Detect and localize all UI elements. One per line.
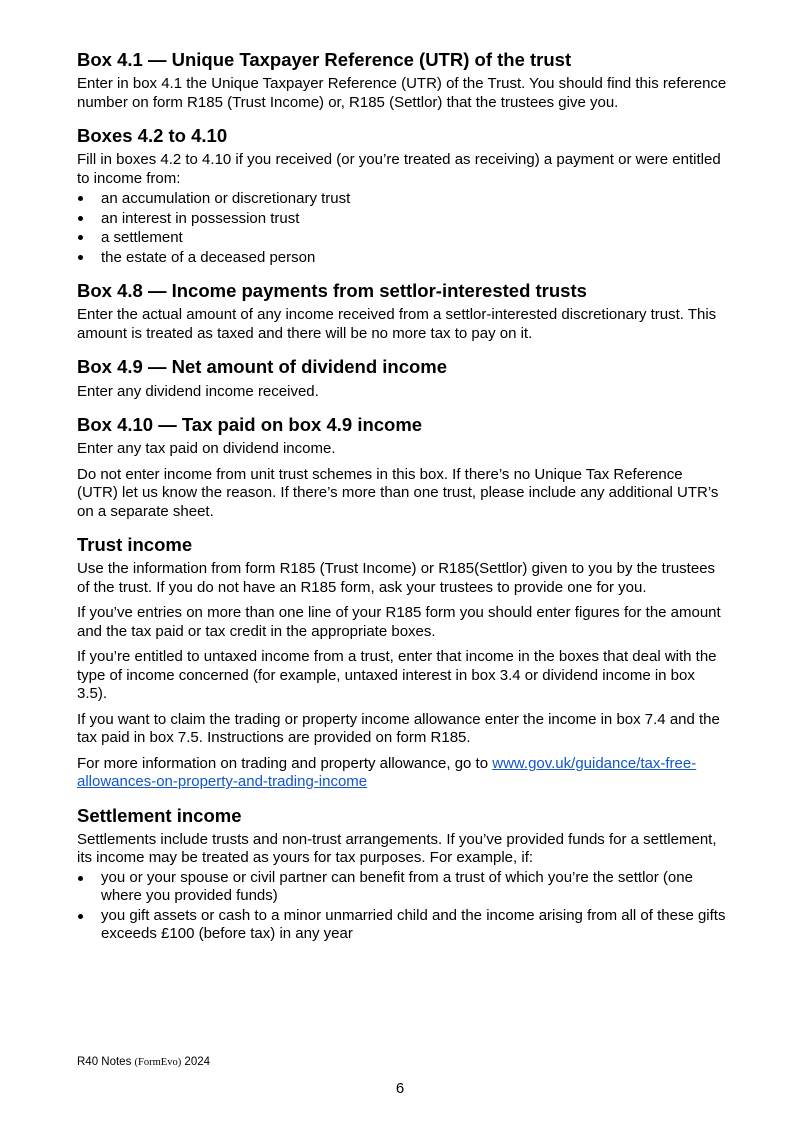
page-number: 6: [395, 1080, 405, 1097]
paragraph-box-4-10-a: Enter any tax paid on dividend income.: [77, 440, 336, 458]
form-name: R40 Notes: [77, 1056, 132, 1068]
list-item: an interest in possession trust: [77, 209, 727, 229]
list-item: you gift assets or cash to a minor unmarried child and the income arising from all of these gifts exceeds £100 (before tax) in any year: [77, 907, 727, 944]
paragraph-box-4-10-b: Do not enter income from unit trust schemes in this box. If there’s no Unique Tax Reference (UTR) let us know the reason. If there’s more than one trust, please include any additional UTR’s on a separate sheet.: [77, 465, 719, 520]
heading-boxes-4-2-to-4-10: Boxes 4.2 to 4.10: [77, 125, 228, 147]
list-item: a settlement: [77, 228, 727, 248]
paragraph-trust-income-3: If you’re entitled to untaxed income from a trust, enter that income in the boxes that deal with the type of income concerned (for example, untaxed interest in box 3.4 or dividend income in box 3.5).: [77, 648, 717, 703]
section-boxes-4-2-to-4-10: [77, 124, 727, 267]
heading-box-4-10: Box 4.10 — Tax paid on box 4.9 income: [77, 414, 423, 435]
section-trust-income: [77, 533, 727, 792]
form-reference: [77, 1056, 210, 1068]
heading-box-4-1: Box 4.1 — Unique Taxpayer Reference (UTR) of the trust: [77, 49, 572, 70]
bullet-list-settlement-examples: [77, 869, 727, 944]
section-box-4-8: [77, 279, 727, 343]
section-utr: [77, 48, 727, 112]
paragraph-trust-income-5: [77, 755, 727, 792]
paragraph-boxes: Fill in boxes 4.2 to 4.10 if you received (or you’re treated as receiving) a payment or were entitled to income from:: [77, 151, 721, 187]
section-settlement-income: [77, 804, 727, 944]
link-intro-text: For more information on trading and property allowance, go to: [77, 754, 493, 772]
paragraph-trust-income-4: If you want to claim the trading or property income allowance enter the income in box 7.4 and the tax paid in box 7.5. Instructions are provided on form R185.: [77, 710, 720, 747]
bullet-list-income-sources: [77, 189, 727, 267]
paragraph-settlement: Settlements include trusts and non-trust arrangements. If you’ve provided funds for a settlement, its income may be treated as yours for tax purposes. For example, if:: [77, 830, 717, 867]
paragraph-utr: Enter in box 4.1 the Unique Taxpayer Reference (UTR) of the Trust. You should find this reference number on form R185 (Trust Income) or, R185 (Settlor) that the trustees give you.: [77, 75, 727, 111]
list-item: you or your spouse or civil partner can benefit from a trust of which you’re the settlor (one where you provided funds): [77, 869, 727, 906]
paragraph-box-4-8: Enter the actual amount of any income received from a settlor-interested discretionary trust. This amount is treated as taxed and there will be no more tax to pay on it.: [77, 306, 717, 342]
page-content: [77, 48, 727, 956]
section-box-4-9: [77, 355, 727, 401]
list-item: the estate of a deceased person: [77, 248, 727, 268]
heading-trust-income: Trust income: [77, 534, 193, 556]
heading-box-4-8: Box 4.8 — Income payments from settlor-interested trusts: [77, 280, 587, 302]
form-year: 2024: [184, 1056, 211, 1068]
form-tag: (FormEvo): [134, 1057, 182, 1068]
heading-box-4-9: Box 4.9 — Net amount of dividend income: [77, 356, 448, 378]
guidance-link[interactable]: www.gov.uk/guidance/tax-free-allowances-on-property-and-trading-income: [77, 754, 697, 791]
paragraph-trust-income-1: Use the information from form R185 (Trust Income) or R185(Settlor) given to you by the trustees of the trust. If you do not have an R185 form, ask your trustees to provide one for you.: [77, 560, 716, 596]
paragraph-box-4-9: Enter any dividend income received.: [77, 382, 319, 400]
list-item: an accumulation or discretionary trust: [77, 189, 727, 209]
section-box-4-10: [77, 413, 727, 521]
heading-settlement-income: Settlement income: [77, 804, 242, 826]
paragraph-trust-income-2: If you’ve entries on more than one line of your R185 form you should enter figures for the amount and the tax paid or tax credit in the appropriate boxes.: [77, 604, 721, 640]
